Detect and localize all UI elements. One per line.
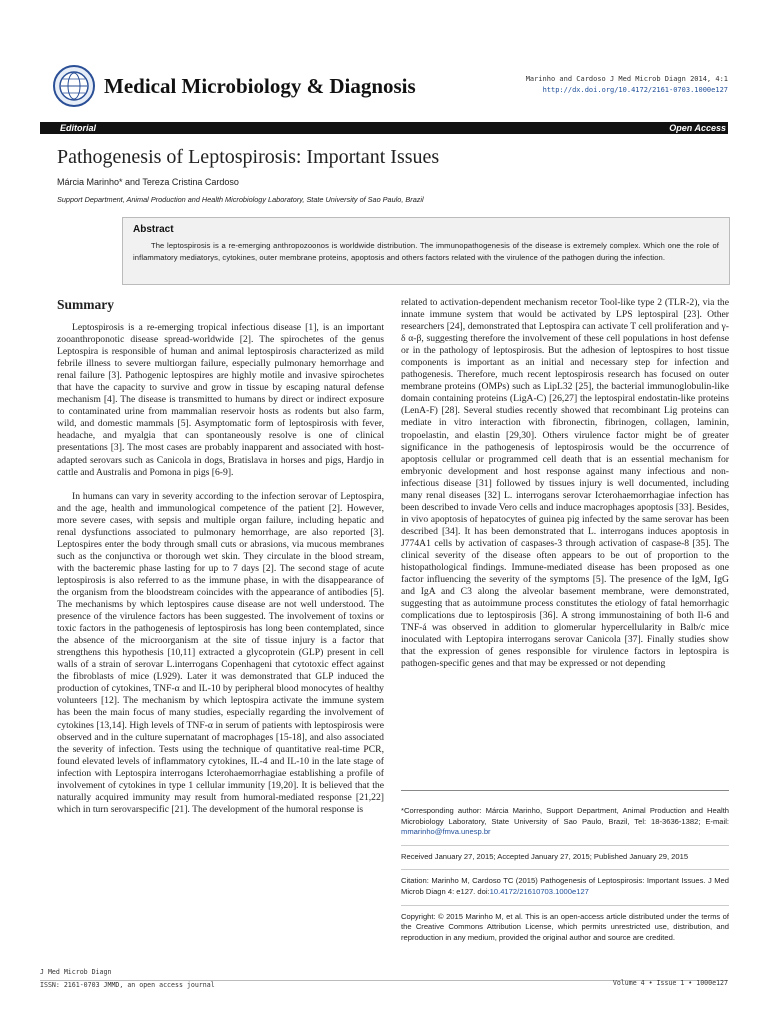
citation-doi-link[interactable]: 10.4172/21610703.1000e127	[489, 886, 589, 896]
footer-issn: ISSN: 2161-0703 JMMD, an open access journal	[40, 981, 215, 989]
page-footer-left	[40, 966, 215, 992]
abstract-text: The leptospirosis is a re-emerging anthropozoonos is worldwide distribution. The immunopathogenesis of the disease is extremely complex. Which one the role of inflammatory mediatorys, cytokines, outer membrane proteins, apoptosis and others factors related with the virulence of the pathogen during the infection.	[133, 241, 719, 262]
journal-title: Medical Microbiology & Diagnosis	[104, 74, 416, 98]
abstract-heading: Abstract	[133, 224, 174, 235]
corresponding-author-text: *Corresponding author: Márcia Marinho, Support Department, Animal Production and Health Microbiology Laboratory, State University of Sao Paulo, Brazil, Tel: 18-3636-1382; E-mail:	[401, 806, 729, 826]
citation-text: Citation: Marinho M, Cardoso TC (2015) Pathogenesis of Leptospirosis: Important Issues. J Med Microb Diagn 4: e127. doi:	[401, 876, 729, 896]
footer-volume: Volume 4 • Issue 1 • 1000e127	[612, 979, 728, 987]
footnote-separator	[401, 869, 729, 870]
journal-seal-icon	[52, 64, 96, 108]
footnote-separator	[401, 845, 729, 846]
affiliation: Support Department, Animal Production and Health Microbiology Laboratory, State University of Sao Paulo, Brazil	[57, 195, 424, 204]
body-paragraph: related to activation-dependent mechanism recetor Tool-like type 2 (TLR-2), via the innate immune system that would be activated by LPS leptospiral [23]. Other researchers [24], demonstrated that Leptospira can activate T cell proliferation and γ-δ α-β, suggesting therefore the involvement of these cell populations in host defense or in the pathology of leptospirosis. But the adhesion of leptospires to host tissue components is important as an initial and necessary step for infection and pathogenesis. Therefore, much recent leptospirosis research has focused on outer membrane proteins (OMPs) such as LipL32 [25], the bacterial immunoglobulin-like domain containing proteins (LigA-C) [26,27] the leptospiral endostatin-like proteins (LenA-F) [28]. Several studies recently showed that recombinant Lig proteins can mediate in vitro interaction with fibronectin, fibrinogen, collagen, laminin, tropoelastin, and elastin [29,30]. Others virulence factor might be of greater significance in the pathogenesis of leptospirosis would be the occurrence of apoptosis cellular or programmed cell death that is an essential mechanism for embryonic development and host response against many infectious and non-infectious disease [31] followed by tissues injury is well documented, including many renal diseases [32] L. interrogans serovar Icterohaemorrhagiae infection has been described to invade Vero cells and induce macrophages apoptosis [33]. Besides, in vivo apoptosis of hepatocytes of guinea pig infected by the same serovar has been described [34]. It has been demonstrated that L. interrogans induces apoptosis in J774A1 cells by activation of caspases-3 through activation of caspase-8 [35]. The clinical severity of the disease often appears to be out of proportion to the histopathological findings. Immune-mediated disease has been proposed as one factor influencing the severity of the symptoms [5]. The presence of the IgM, IgG and IgA and C3 along the alveolar basement membrane, were demonstrated, suggesting that as autoimmune process constitutes the etiology of fatal hemorrhagic complications due to leptospirosis [36]. A strong immunostaining of both Il-6 and TNF-á was observed in addition to glomerular hypercellularity in Balb/c mice inoculated with Leptopira interrogans serovar Canicola [37]. Finally studies show that the expression of genes responsible for virulence factors in leptospira is pathogen-specific genes and that may be expressed or not depending	[401, 297, 729, 670]
body-paragraph: In humans can vary in severity according to the infection serovar of Leptospira, and the age, health and immunological competence of the patient [2]. However, more severe cases, with sepsis and multiple organ failure, including hepatic and renal dysfunctions associated to pulmonary hemorrhage, are also reported [3]. Leptospires enter the body through small cuts or abrasions, via mucous membranes such as the conjunctiva or thorough wet skin. They circulate in the blood stream, with the bacteremic phase lasting for up to 7 days [2]. The second stage of acute leptospirosis is also referred to as the immune phase, in with the disappearance of the organism from the bloodstream coincides with the appearance of antibodies [5]. The mechanisms by which leptospires cause disease are not well understood. The presence of the virulence factors has been suggested. The involvement of toxins or toxic factors in the pathogenesis of leptospirosis has long been contemplated, since the absence of the microorganism at the site of tissue injury is a factor that strengthens this hypothesis [10,11] extracted a glycoprotein (GLP) present in cell walls of a strain of serovar L.interrogans Copenhageni that cytotoxic effect against the fibroblasts of mice (L929). Later it was demonstrated that GLP induced the production of cytokines, TNF-α and IL-10 by peripheral blood monocytes of healthy volunteers [12]. The mechanism by which leptospira activate the immune system has been the main focus of many studies, especially regarding the involvement of cytokines [13,14]. High levels of TNF-α in serum of patients with leptospirosis were observed and in the culture supernatant of macrophages [15-18], and also associated the severity of infection. Tests using the technique of quantitative real-time PCR, found elevated levels of inflammatory cytokines, IL-4 and IL-10 in the late stage of infection with Leptospira interrogans Icterohaemorrhagiae establishing a profile of involvement of cytokines in type 1 cellular immunity [19,20]. It is believed that the naturally acquired immunity may result from humoral-mediated response [21,22] which in turn serovarspecific [21]. The development of the humoral response is	[57, 490, 384, 815]
article-type-label: Editorial	[60, 123, 97, 133]
citation-line: Marinho and Cardoso J Med Microb Diagn 2014, 4:1	[525, 75, 728, 83]
email-link[interactable]: mmarinho@fmva.unesp.br	[401, 827, 491, 837]
body-paragraph: Leptospirosis is a re-emerging tropical infectious disease [1], is an important zooanthroponotic disease spread-worldwide [2]. The spirochetes of the genus Leptospira is responsible of human and animal leptospirosis characterized as mild febrile illness to severe multiorgan failure, especially pulmonary hemorrhage and renal failure [3]. Pathogenic leptospires are highly motile and invasive spirochetes that have the capacity to survive and grow in tissue by escaping natural defense mechanism [4]. The disease is transmitted to humans by direct or indirect exposure to contaminated urine from mammalian reservoir hosts as rodents but also farm, wild, and domestic mammals [5]. Asymptomatic form of leptospirosis with fever, headache, and myalgia that can spontaneously resolve is one of clinical presentations [3]. The most cases are probably inapparent and associated with host-adapted serovars such as Canicola in dogs, Bratislava in horses and pigs, Hardjo in cattle and Australis and Pomona in pigs [6-9].	[57, 322, 384, 478]
footnotes	[401, 806, 729, 950]
citation-header	[526, 74, 728, 96]
authors: Márcia Marinho* and Tereza Cristina Cardoso	[57, 177, 239, 187]
section-bar	[40, 122, 728, 134]
abstract-box	[122, 217, 730, 285]
corresponding-author-note	[401, 806, 729, 838]
footer-journal-abbrev: J Med Microb Diagn	[40, 968, 112, 976]
left-column	[57, 322, 384, 816]
open-access-label: Open Access	[669, 123, 726, 133]
article-title: Pathogenesis of Leptospirosis: Important Issues	[57, 146, 440, 168]
footnote-divider	[401, 790, 729, 791]
right-column	[401, 297, 729, 670]
copyright-note: Copyright: © 2015 Marinho M, et al. This is an open-access article distributed under the terms of the Creative Commons Attribution License, which permits unrestricted use, distribution, and reproduction in any medium, provided the original author and source are credited.	[401, 911, 729, 942]
doi-link[interactable]: http://dx.doi.org/10.4172/2161-0703.1000e127	[542, 86, 728, 94]
summary-heading: Summary	[57, 297, 114, 312]
citation-note	[401, 876, 729, 897]
footnote-separator	[401, 905, 729, 906]
received-dates: Received January 27, 2015; Accepted January 27, 2015; Published January 29, 2015	[401, 851, 689, 861]
